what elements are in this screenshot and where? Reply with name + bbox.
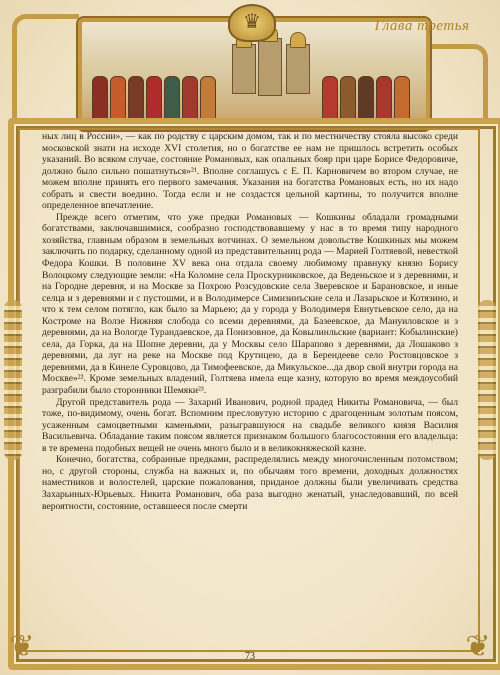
left-side-ornament (4, 300, 22, 460)
figure (358, 76, 374, 120)
paragraph: Другой представитель рода — Захарий Иванович, родной прадед Никиты Романовича, — был тоже, по-видимому, очень богат. Вспомним пресловутую историю с драгоценным золотым поясом, усаженным самоцветными каменьями, разыгравшуюся на свадьбе великого князя Василия Васильевича. Обладание таким поясом является признаком большого благосостояния его владельца: в те времена подобных вещей не очень много было и в великокняжеской казне. (42, 396, 458, 454)
church-dome-icon (290, 32, 306, 48)
bottom-left-flourish-icon: ❦ (9, 630, 35, 663)
figure (128, 76, 144, 120)
church-building (258, 38, 282, 96)
church-building (232, 44, 256, 94)
bottom-right-flourish-icon: ❦ (465, 630, 491, 663)
figure (394, 76, 410, 120)
figure (376, 76, 392, 120)
paragraph: Конечно, богатства, собранные предками, распределялись между многочисленным потомством; но, с другой стороны, служба на важных и, по обычаям того времени, доходных должностях наместников и волостелей, царские пожалования, приданое должны были увеличивать средства Захарьиных-Юрьевых. Никита Романович, оба раза выгодно женатый, унаследовавший, по всей вероятности, состояние, оставшееся после смерти (42, 454, 458, 512)
figure (164, 76, 180, 120)
crown-crest-icon: ♛ (228, 4, 276, 42)
figure (110, 76, 126, 120)
church-building (286, 44, 310, 94)
figure (322, 76, 338, 120)
page-number: 73 (245, 651, 255, 662)
left-corner-ornament (12, 14, 79, 127)
right-side-ornament (478, 300, 496, 460)
figure (182, 76, 198, 120)
figure (200, 76, 216, 120)
paragraph: Прежде всего отметим, что уже предки Романовых — Кошкины обладали громадными богатствами, заключавшимися, сообразно господствовавшему у нас в то время типу народного хозяйства, главным образом в земельных вотчинах. О земельном довольстве Кошкиных мы можем заключить по подарку, сделанному одной из представительниц рода — Марией Голтяевой, невесткой Федора Кошки. В половине XV века она отдала своему любимому правнуку князю Борису Волоцкому следующие земли: «На Коломне села Проскурниковское, да Веденьское и з деревнями, и на Городне деревня, и на Москве за Похрою Розсудовские села Зверевское и Барановское, и иные селца и з деревнями и с пустошми, и в Володимерсе Симизинъские села и Лазарьское и Котязино, и что к тем селом потягло, как было за Марьею; да у города у Володимеря Евнутьевское село, да на Костроме на Волзе Нижняя слобода со всеми деревнями, да Базеевское, да Мануиловское и з деревнями, да на Вологде Турандаевское, да Понизовное, да Ковылинльские (вариант: Кобылинские) села, да Горка, да на Шопне деревни, да у Москвы село Шарапово з деревнями, да Лошаково з деревнями, да луг на реке на Москве под Крутицею, да в Берендееве село Ростовцовское з деревнями, да в Кинеле Суровцово, да Тимофеевское, да Микульское...да двор свой внутри города на Москве»²². Кроме земельных владений, Голтяева имела еще казну, которую во время междоусобий разграбили было сторонники Шемяки²³. (42, 211, 458, 397)
figure (92, 76, 108, 120)
figure (340, 76, 356, 120)
body-text (42, 131, 458, 512)
paragraph: ных лиц в России», — как по родству с царским домом, так и по местничеству стояла высоко среди московской знати на исходе XVI столетия, но о богатстве ее нам не пришлось встретить особых указаний. Во всяком случае, состояние Романовых, как опальных бояр при царе Борисе Федоровиче, должно было сильно пошатнуться»²¹. Вполне соглашусь с Е. П. Карновичем во втором случае, не можем вполне принять его первого замечания. Указания на богатства Романовых есть, но их надо собрать и свести воедино. Тогда если и не создастся цельной картины, то получится вполне определенное впечатление. (42, 131, 458, 212)
chapter-label: Глава третья (374, 18, 470, 34)
right-corner-ornament (421, 44, 488, 127)
figure (146, 76, 162, 120)
